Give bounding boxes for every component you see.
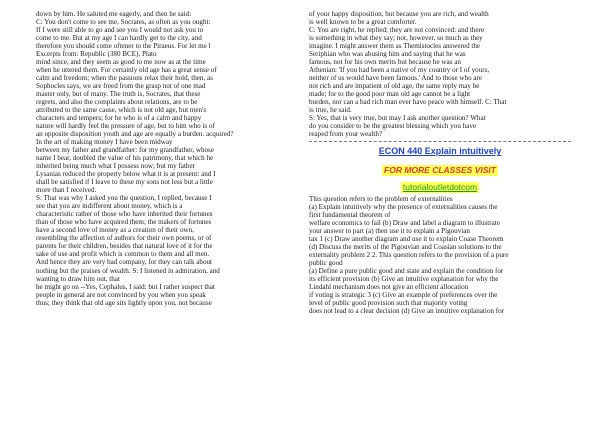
text-line: he might go on --Yes, Cephalus, I said: but I rather suspect that: [36, 282, 215, 291]
text-line: (a) Explain intuitively why the presence of externalities causes the: [309, 203, 498, 212]
text-line: between my father and grandfather: for my grandfather, whose: [36, 146, 214, 155]
text-line: wanting to draw him out, that: [36, 274, 120, 283]
text-line: C: You don't come to see me, Socrates, as often as you ought:: [36, 18, 211, 27]
text-line: does not lead to a clear decision (d) Give an intuitive explanation for: [309, 307, 505, 316]
text-line: nothing but the praises of wealth. S: I listened in admiration, and: [36, 266, 220, 275]
text-line: welfare economics to fail (b) Draw and label a diagram to illustrate: [309, 219, 500, 228]
text-line: Sophocles says, we are freed from the grasp not of one mad: [36, 82, 206, 91]
text-line: burden, nor can a bad rich man ever have peace with himself. C: That: [309, 98, 507, 107]
text-line: inherited being much what I possess now; but my father: [36, 162, 195, 171]
text-line: Lindahl mechanism does not give an efficient allocation: [309, 283, 469, 292]
text-line: master only, but of many. The truth is, Socrates, that these: [36, 90, 201, 99]
text-line: If I were still able to go and see you I would not ask you to: [36, 26, 204, 35]
text-line: when he uttered them. For certainly old age has a great sense of: [36, 66, 217, 75]
text-line: level of public good provision such that majority voting: [309, 299, 468, 308]
text-line: In the art of making money I have been midway: [36, 138, 173, 147]
text-line: your answer to part (a) then use it to explain a Pigouvian: [309, 227, 470, 236]
dashed-divider: [309, 141, 571, 142]
text-line: have a second love of money as a creation of their own,: [36, 226, 194, 235]
text-line: thus; they think that old age sits lightly upon you, not because: [36, 298, 212, 307]
text-line: parents for their children, besides that natural love of it for the: [36, 242, 213, 251]
text-line: calm and freedom; when the passions relax their hold, then, as: [36, 74, 213, 83]
text-line: characteristic rather of those who have inherited their fortunes: [36, 210, 213, 219]
text-line: mind since, and they seem as good to me now as at the time: [36, 58, 206, 67]
text-line: made; for to the good poor man old age cannot be a light: [309, 90, 471, 99]
text-line: if voting is strategic 3 (c) Give an example of preferences over the: [309, 291, 498, 300]
text-line: characters and tempers; for he who is of a calm and happy: [36, 114, 202, 123]
text-line: down by him. He saluted me eagerly, and then he said:: [36, 10, 192, 18]
text-line: tax 1 (c) Draw another diagram and use it to explain Coase Theorem: [309, 235, 504, 244]
text-line: sake of use and profit which is common to them and all men.: [36, 250, 210, 259]
text-line: nature will hardly feel the pressure of age, but to him who is of: [36, 122, 215, 131]
text-line: externality problem 2 2. This question refers to the provision of a pure: [309, 251, 509, 260]
website-banner: [309, 177, 571, 193]
text-line: And hence they are very bad company, for they can talk about: [36, 258, 213, 267]
text-line: imagine. I might answer them as Themistocles answered the: [309, 42, 481, 51]
text-line: public good: [309, 259, 343, 268]
text-line: people in general are not convinced by you when you speak: [36, 290, 206, 299]
text-line: (a) Define a pure public good and state and explain the condition for: [309, 267, 504, 276]
text-line: shall be satisfied if I leave to these my sons not less but a little: [36, 178, 213, 187]
text-line: of your happy disposition, but because you are rich, and wealth: [309, 10, 489, 18]
text-line: reaped from your wealth?: [309, 130, 383, 139]
text-line: Seriphian who was abusing him and saying that he was: [309, 50, 466, 59]
text-line: come to me. But at my age I can hardly get to the city, and: [36, 34, 202, 43]
website-link[interactable]: tutorialoutletdotcom: [402, 182, 478, 193]
text-line: neither of us would have been famous.' And to those who are: [309, 74, 483, 83]
text-line: see that you are indifferent about money, which is a: [36, 202, 183, 211]
text-line: Excerpts from: Republic (380 BCE), Plato: [36, 50, 157, 59]
text-line: not rich and are impatient of old age, the same reply may be: [309, 82, 480, 91]
course-heading-link[interactable]: ECON 440 Explain intuitively: [378, 146, 502, 157]
right-column: [309, 10, 571, 315]
text-line: name I bear, doubled the value of his patrimony, that which he: [36, 154, 214, 163]
text-line: resembling the affection of authors for their own poems, or of: [36, 234, 212, 243]
text-line: attributed to the same cause, which is not old age, but men's: [36, 106, 207, 115]
text-line: is well known to be a great comforter.: [309, 18, 417, 27]
text-line: famous, not for his own merits but because he was an: [309, 58, 461, 67]
text-line: is something in what they say; not, however, so much as they: [309, 34, 483, 43]
text-line: therefore you should come oftener to the Piraeus. For let me l: [36, 42, 211, 51]
text-line: an opposite disposition youth and age are equally a burden. acquired?: [36, 130, 234, 139]
text-line: Athenian: 'If you had been a native of my country or I of yours,: [309, 66, 490, 75]
text-line: its efficient provision (b) Give an intuitive explanation for why the: [309, 275, 499, 284]
left-column: [36, 10, 302, 307]
text-line: regrets, and also the complaints about relations, are to be: [36, 98, 198, 107]
text-line: (d) Discuss the merits of the Pigouvian and Coasian solutions to the: [309, 243, 502, 252]
text-line: C: You are right, he replied; they are not convinced: and there: [309, 26, 485, 35]
text-line: Lysanias reduced the property below what it is at present: and I: [36, 170, 216, 179]
text-line: than of those who have acquired them; the makers of fortunes: [36, 218, 212, 227]
text-line: more than I received.: [36, 186, 97, 195]
text-line: S: That was why I asked you the question, I replied, because I: [36, 194, 212, 203]
text-line: This question refers to the problem of externalities: [309, 195, 453, 204]
text-line: S: Yes, that is very true, but may I ask another question? What: [309, 114, 486, 123]
promo-banner: [309, 160, 571, 176]
promo-text: FOR MORE CLASSES VISIT: [384, 165, 496, 176]
text-line: is true, he said.: [309, 106, 352, 115]
text-line: first fundamental theorem of: [309, 211, 391, 220]
text-line: do you consider to be the greatest blessing which you have: [309, 122, 477, 131]
